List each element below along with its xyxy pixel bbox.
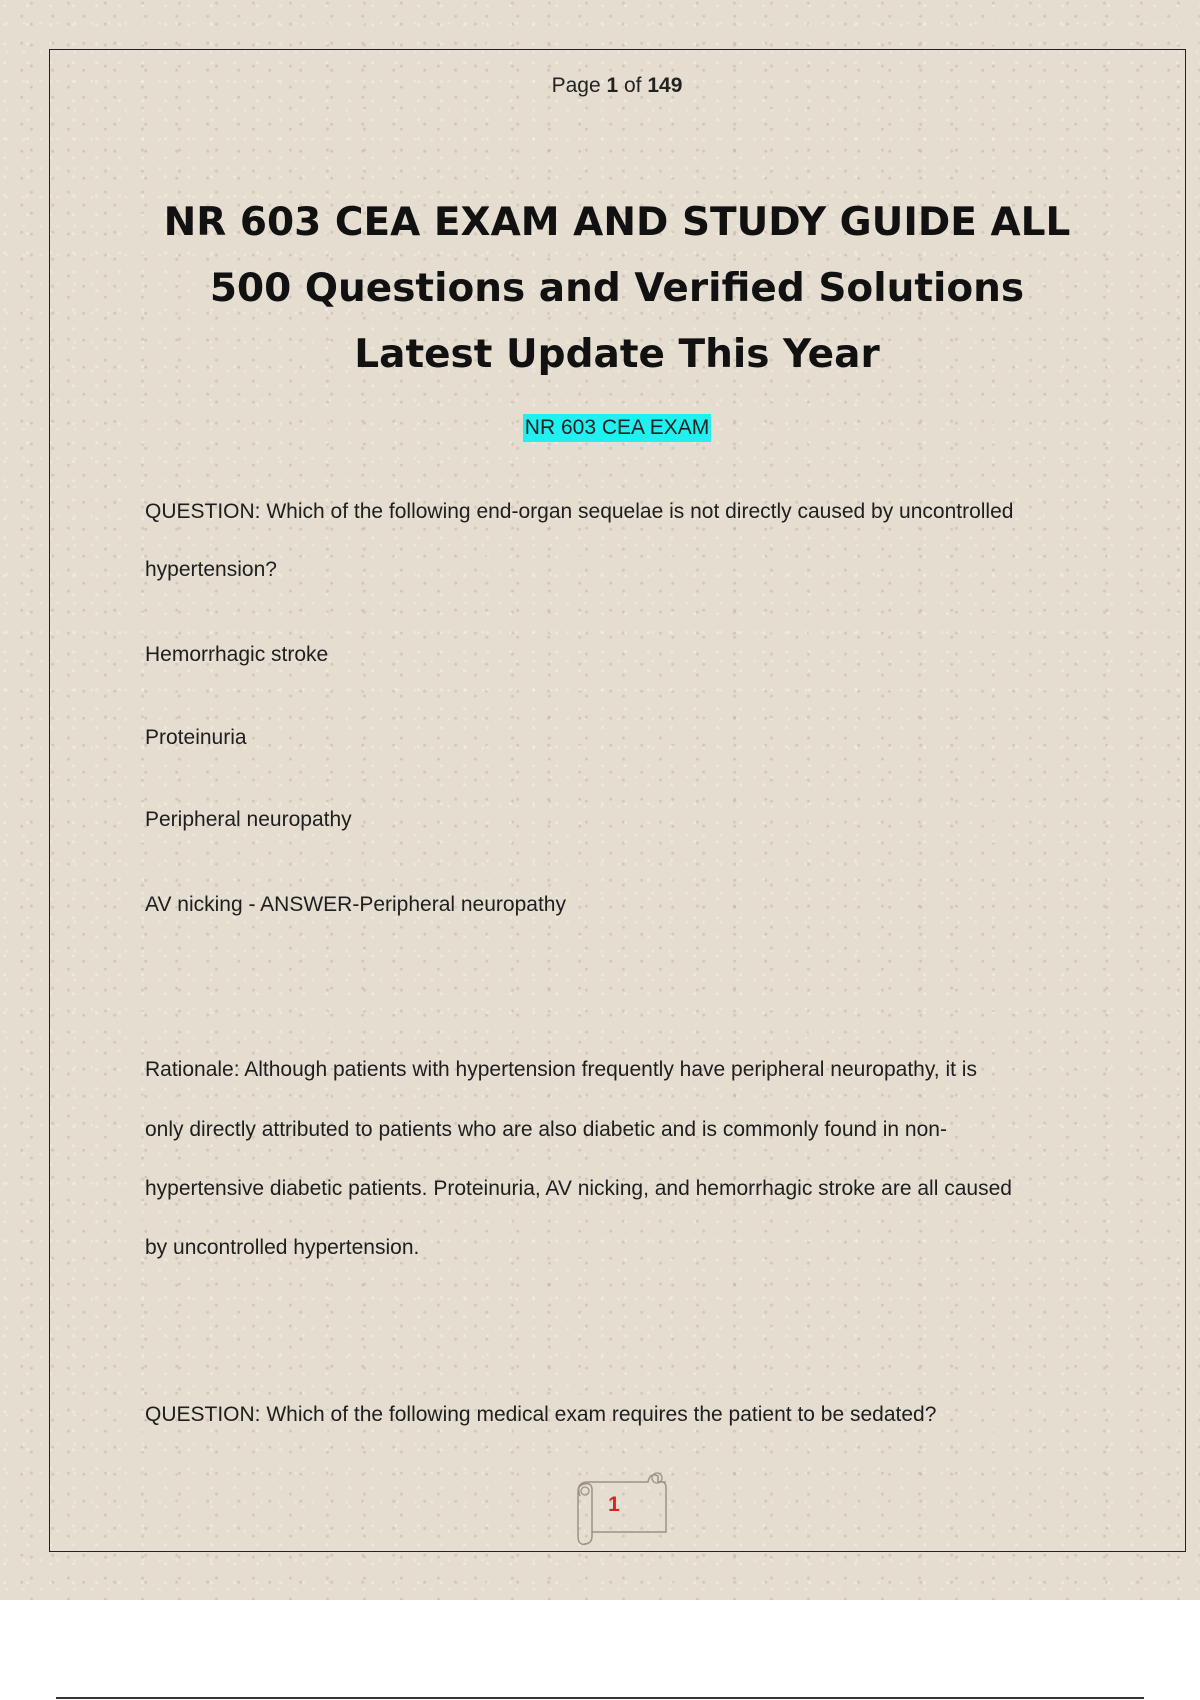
page-of: of (624, 74, 642, 97)
option-hemorrhagic-stroke: Hemorrhagic stroke (145, 643, 329, 666)
title-line-2: 500 Questions and Verified Solutions (209, 266, 1025, 311)
title-line-1: NR 603 CEA EXAM AND STUDY GUIDE ALL (163, 200, 1071, 245)
bottom-divider (56, 1697, 1144, 1699)
title-line-3: Latest Update This Year (354, 332, 880, 377)
rationale-line-2: only directly attributed to patients who are also diabetic and is commonly found in non- (145, 1118, 947, 1141)
page-prefix: Page (551, 74, 601, 97)
option-peripheral-neuropathy: Peripheral neuropathy (145, 808, 352, 831)
option-av-nicking-answer: AV nicking - ANSWER-Peripheral neuropathy (145, 893, 566, 916)
current-page: 1 (606, 74, 619, 97)
question-1-text-line-2: hypertension? (145, 558, 277, 581)
footer-page-number: 1 (608, 1493, 620, 1516)
total-pages: 149 (647, 74, 683, 97)
rationale-line-4: by uncontrolled hypertension. (145, 1236, 420, 1259)
question-1-text-line-1: QUESTION: Which of the following end-organ sequelae is not directly caused by uncontrolled (145, 500, 1014, 523)
scroll-page-badge (558, 1466, 670, 1548)
document-title (100, 190, 1134, 388)
highlight-row (0, 414, 1200, 442)
option-proteinuria: Proteinuria (145, 726, 247, 749)
page-counter (0, 74, 1200, 98)
rationale-line-1: Rationale: Although patients with hypertension frequently have peripheral neuropathy, it is (145, 1058, 977, 1081)
highlighted-exam-label: NR 603 CEA EXAM (523, 414, 711, 442)
rationale-line-3: hypertensive diabetic patients. Proteinuria, AV nicking, and hemorrhagic stroke are all caused (145, 1177, 1012, 1200)
question-2-text: QUESTION: Which of the following medical exam requires the patient to be sedated? (145, 1403, 937, 1426)
